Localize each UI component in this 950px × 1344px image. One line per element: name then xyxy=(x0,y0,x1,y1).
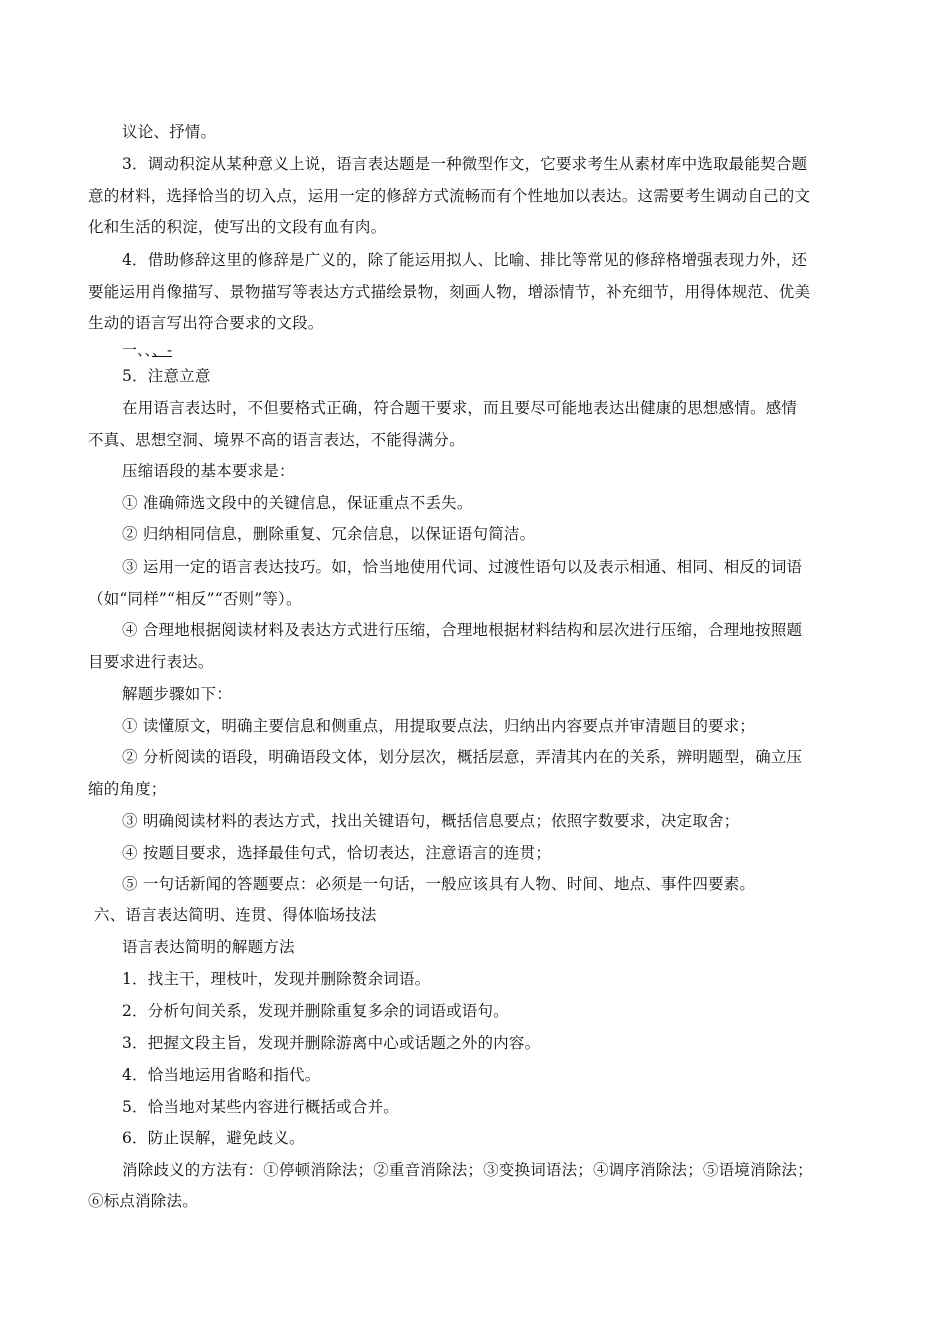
paragraph-line: 议论、抒情。 xyxy=(122,123,217,141)
paragraph-line: 5．恰当地对某些内容进行概括或合并。 xyxy=(122,1098,399,1116)
paragraph-line: 5．注意立意 xyxy=(122,367,211,385)
paragraph-line: 4．借助修辞这里的修辞是广义的，除了能运用拟人、比喻、排比等常见的修辞格增强表现力外，还 xyxy=(122,251,808,269)
paragraph-line: 目要求进行表达。 xyxy=(88,653,214,671)
paragraph-line: 压缩语段的基本要求是： xyxy=(122,462,295,480)
paragraph-line: 6．防止误解，避免歧义。 xyxy=(122,1129,305,1147)
paragraph-line: 3．把握文段主旨，发现并删除游离中心或话题之外的内容。 xyxy=(122,1034,541,1052)
paragraph-line: ⑤ 一句话新闻的答题要点：必须是一句话，一般应该具有人物、时间、地点、事件四要素。 xyxy=(122,875,756,893)
paragraph-line: 缩的角度； xyxy=(88,780,167,798)
stray-fragment xyxy=(122,340,172,360)
paragraph-line: ④ 合理地根据阅读材料及表达方式进行压缩，合理地根据材料结构和层次进行压缩，合理地按照题 xyxy=(122,621,803,639)
paragraph-line: ⑥标点消除法。 xyxy=(88,1192,198,1210)
fragment-underlined: 、- xyxy=(152,341,173,359)
paragraph-line: （如“同样”“相反”“否则”等）。 xyxy=(88,590,302,608)
paragraph-line: ④ 按题目要求，选择最佳句式，恰切表达，注意语言的连贯； xyxy=(122,844,552,862)
paragraph-line: 不真、思想空洞、境界不高的语言表达，不能得满分。 xyxy=(88,431,465,449)
paragraph-line: ② 分析阅读的语段，明确语段文体，划分层次，概括层意，弄清其内在的关系，辨明题型，确立压 xyxy=(122,748,803,766)
paragraph-line: 3．调动积淀从某种意义上说，语言表达题是一种微型作文，它要求考生从素材库中选取最能契合题 xyxy=(122,155,808,173)
paragraph-line: 意的材料，选择恰当的切入点，运用一定的修辞方式流畅而有个性地加以表达。这需要考生调动自己的文 xyxy=(88,187,811,205)
paragraph-line: ③ 明确阅读材料的表达方式，找出关键语句，概括信息要点；依照字数要求，决定取舍； xyxy=(122,812,740,830)
paragraph-line: ① 读懂原文，明确主要信息和侧重点，用提取要点法，归纳出内容要点并审清题目的要求； xyxy=(122,717,756,735)
paragraph-line: 化和生活的积淀，使写出的文段有血有肉。 xyxy=(88,218,387,236)
paragraph-line: 2．分析句间关系，发现并删除重复多余的词语或语句。 xyxy=(122,1002,509,1020)
paragraph-line: 在用语言表达时，不但要格式正确，符合题干要求，而且要尽可能地表达出健康的思想感情。感情 xyxy=(122,399,798,417)
paragraph-line: 解题步骤如下： xyxy=(122,685,232,703)
paragraph-line: 4．恰当地运用省略和指代。 xyxy=(122,1066,321,1084)
paragraph-line: 生动的语言写出符合要求的文段。 xyxy=(88,314,324,332)
paragraph-line: 消除歧义的方法有：①停顿消除法；②重音消除法；③变换词语法；④调序消除法；⑤语境消除法； xyxy=(122,1161,813,1179)
paragraph-line: ② 归纳相同信息，删除重复、冗余信息，以保证语句简洁。 xyxy=(122,525,536,543)
section-heading: 六、语言表达简明、连贯、得体临场技法 xyxy=(94,906,377,924)
paragraph-line: 要能运用肖像描写、景物描写等表达方式描绘景物，刻画人物，增添情节，补充细节，用得体规范、优美 xyxy=(88,283,811,301)
paragraph-line: ① 准确筛选文段中的关键信息，保证重点不丢失。 xyxy=(122,494,473,512)
fragment-plain: 一、、 xyxy=(122,341,153,359)
subsection-heading: 语言表达简明的解题方法 xyxy=(122,938,295,956)
paragraph-line: 1．找主干，理枝叶，发现并删除赘余词语。 xyxy=(122,970,431,988)
paragraph-line: ③ 运用一定的语言表达技巧。如，恰当地使用代词、过渡性语句以及表示相通、相同、相反的词语 xyxy=(122,558,803,576)
